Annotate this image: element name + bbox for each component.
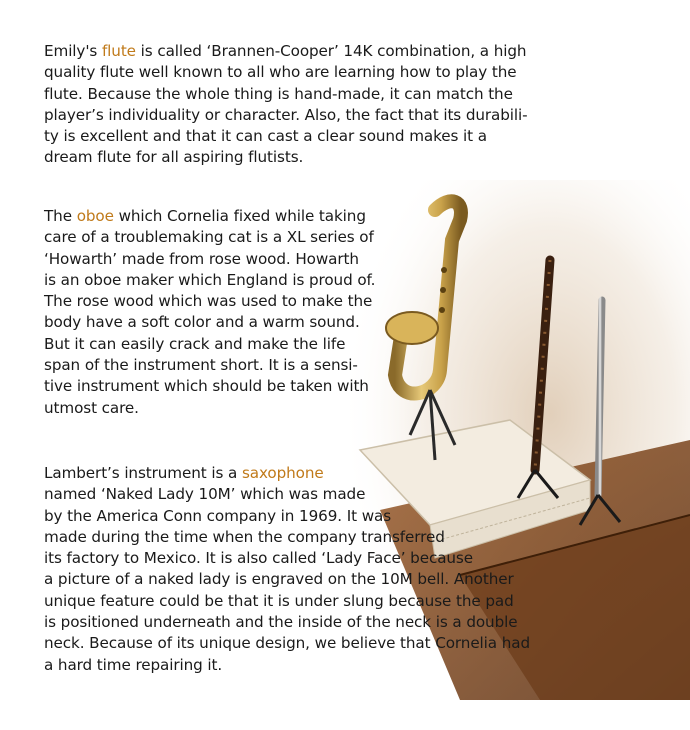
- text-line: span of the instrument short. It is a sensi-: [44, 356, 358, 375]
- text-line: dream flute for all aspiring flutists.: [44, 148, 304, 167]
- text-line: is positioned underneath and the inside of the neck is a double: [44, 613, 518, 632]
- text-line: Lambert’s instrument is a saxophone: [44, 464, 324, 482]
- oboe-keyword: oboe: [76, 207, 114, 225]
- text-line: tive instrument which should be taken with: [44, 377, 369, 396]
- text-line: its factory to Mexico. It is also called ‘Lady Face’ because: [44, 549, 473, 568]
- flute-keyword: flute: [101, 42, 136, 60]
- text-line: But it can easily crack and make the life: [44, 334, 346, 353]
- text-line: flute. Because the whole thing is hand-made, it can match the: [44, 84, 513, 103]
- text-line: player’s individuality or character. Also, the fact that its durabili-: [44, 105, 528, 124]
- text-line: neck. Because of its unique design, we believe that Cornelia had: [44, 634, 531, 653]
- text-line: by the America Conn company in 1969. It was: [44, 506, 392, 525]
- text-line: The rose wood which was used to make the: [44, 292, 373, 311]
- oboe-paragraph: [44, 206, 375, 419]
- saxophone-keyword: saxophone: [241, 464, 324, 482]
- text-line: body have a soft color and a warm sound.: [44, 313, 360, 332]
- flute-paragraph: [44, 41, 528, 169]
- text-line: ‘Howarth’ made from rose wood. Howarth: [44, 249, 359, 268]
- text-line: a picture of a naked lady is engraved on the 10M bell. Another: [44, 570, 514, 589]
- text-line: made during the time when the company transferred: [44, 527, 445, 546]
- text-line: care of a troublemaking cat is a XL series of: [44, 228, 374, 247]
- text-line: a hard time repairing it.: [44, 655, 223, 674]
- text-line: unique feature could be that it is under slung because the pad: [44, 591, 514, 610]
- saxophone-paragraph: [44, 463, 530, 676]
- text-line: Emily's flute is called ‘Brannen-Cooper’ 14K combination, a high: [44, 42, 527, 60]
- text-line: utmost care.: [44, 398, 139, 417]
- text-line: ty is excellent and that it can cast a clear sound makes it a: [44, 127, 487, 146]
- text-line: is an oboe maker which England is proud of.: [44, 270, 376, 289]
- text-line: quality flute well known to all who are learning how to play the: [44, 63, 517, 82]
- text-line: named ‘Naked Lady 10M’ which was made: [44, 485, 366, 504]
- text-line: The oboe which Cornelia fixed while taking: [44, 207, 366, 225]
